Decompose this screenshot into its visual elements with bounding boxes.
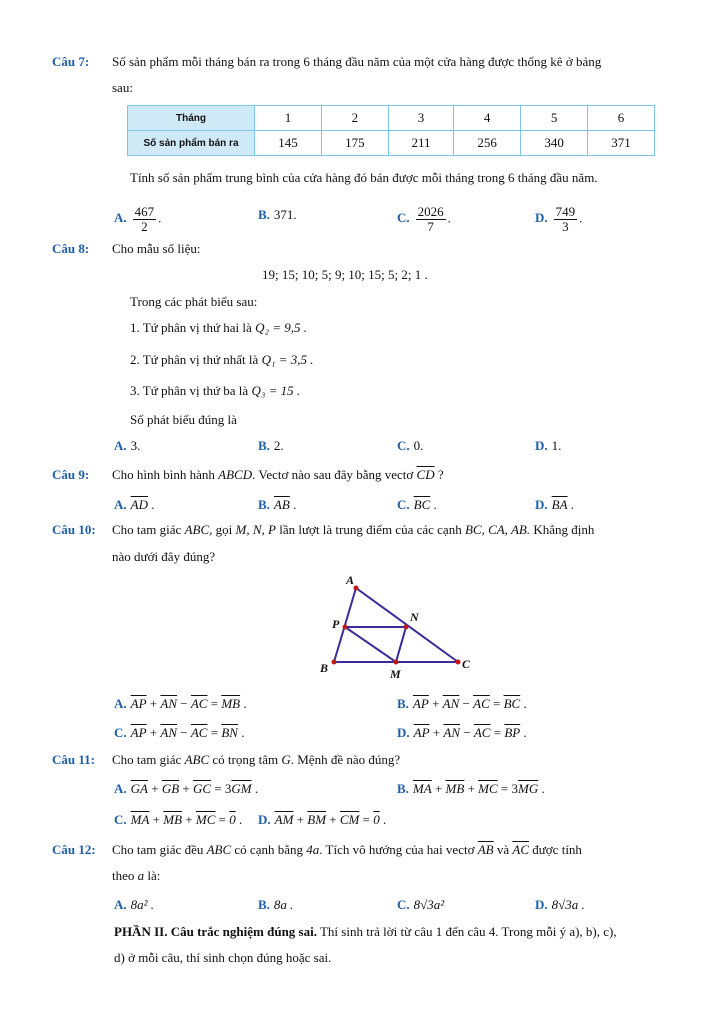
option-text: 0. <box>413 438 424 453</box>
q12-text: Cho tam giác đều <box>112 842 204 857</box>
q8-line1 <box>0 239 725 259</box>
q11-text: . Mệnh đề nào đúng? <box>290 752 401 767</box>
vector: $\overline{AP}$ <box>413 725 430 740</box>
option-letter: D. <box>535 497 548 512</box>
numerator: 749 <box>555 204 576 219</box>
q8-prompt: Số phát biểu đúng là <box>130 412 237 427</box>
vector: $\overline{MB}$ <box>221 696 241 711</box>
part2-text: Thí sinh trả lời từ câu 1 đến câu 4. Trong mỗi ý a), b), c), <box>319 924 617 939</box>
option-letter: D. <box>535 210 548 226</box>
q10-text: Cho tam giác <box>112 522 182 537</box>
q12-option-a[interactable] <box>114 895 154 915</box>
q9-vector: $\overline{CD}$ <box>416 467 435 482</box>
q10-options-row2 <box>0 723 725 743</box>
label-m: M <box>390 667 401 681</box>
option-vector: $\overline{BA}$ <box>551 497 568 512</box>
option-text: 371. <box>273 207 297 222</box>
part2-line1 <box>0 922 725 942</box>
vector: $\overline{BM}$ <box>307 812 327 827</box>
option-letter: D. <box>397 725 410 740</box>
option-vector: $\overline{BC}$ <box>413 497 431 512</box>
triangle-figure <box>310 572 480 682</box>
q10-line1 <box>0 520 725 540</box>
statement-math: Q₃ = 15 . <box>251 383 301 398</box>
q10-text: lần lượt là trung điểm của các cạnh <box>279 522 462 537</box>
table-cell: 2 <box>321 106 388 131</box>
q12-option-d[interactable] <box>535 895 585 915</box>
option-letter: B. <box>397 696 409 711</box>
option-vector: $\overline{AD}$ <box>130 497 148 512</box>
option-text: 3. <box>130 438 141 453</box>
option-letter: A. <box>114 897 127 912</box>
option-letter: B. <box>258 207 270 222</box>
option-letter: C. <box>397 497 410 512</box>
q11-option-b[interactable]: B. $\overline{MA} + \overline{MB} + \overline{MC} = 3\overline{MG}$ . <box>397 781 545 796</box>
q7-option-b[interactable] <box>258 205 297 225</box>
q10-line2 <box>0 547 725 567</box>
vector: 0 <box>373 812 380 827</box>
q7-question-line <box>0 168 725 188</box>
q9-label: Câu 9: <box>52 467 90 482</box>
option-letter: C. <box>114 812 127 827</box>
label-a: A <box>346 573 355 587</box>
table-cell: 6 <box>588 106 655 131</box>
q10-option-b[interactable]: B. $\overline{AP} + \overline{AN} - \overline{AC} = \overline{BC}$ . <box>397 696 527 711</box>
q12-option-b[interactable] <box>258 895 293 915</box>
q11-line1 <box>0 750 725 770</box>
q12-side: 4a <box>306 842 320 857</box>
q8-option-a[interactable] <box>114 436 140 456</box>
coef: 3 <box>224 781 232 796</box>
point-a <box>354 586 359 591</box>
q12-text: được tính <box>532 842 582 857</box>
q11-label: Câu 11: <box>52 752 95 767</box>
option-text: 2. <box>273 438 284 453</box>
table-cell: 256 <box>454 131 521 156</box>
q8-intro-line <box>0 292 725 312</box>
q12-tri: ABC <box>206 842 232 857</box>
statement-math: Q₂ = 9,5 . <box>255 320 307 335</box>
table-cell: 3 <box>388 106 453 131</box>
vector: $\overline{MB}$ <box>445 781 465 796</box>
vector: $\overline{AP}$ <box>412 696 429 711</box>
q8-statement-2 <box>0 350 725 370</box>
q8-text: Cho mẫu số liệu: <box>112 241 201 256</box>
table-cell: 145 <box>255 131 322 156</box>
q10-text2: nào dưới đây đúng? <box>112 549 216 564</box>
vector: $\overline{BP}$ <box>504 725 521 740</box>
q11-g: G <box>281 752 291 767</box>
table-cell: 340 <box>521 131 588 156</box>
q7-text: Số sản phẩm mỗi tháng bán ra trong 6 tháng đầu năm của một cửa hàng được thống kê ở bảng <box>112 54 602 69</box>
vector: $\overline{GM}$ <box>231 781 252 796</box>
table-cell: 211 <box>388 131 453 156</box>
q9-option-d[interactable]: D. $\overline{BA}$ . <box>535 497 575 512</box>
q12-text: và <box>496 842 510 857</box>
q10-option-c[interactable]: C. $\overline{AP} + \overline{AN} - \overline{AC} = \overline{BN}$ . <box>114 725 245 740</box>
option-vector: $\overline{AB}$ <box>273 497 290 512</box>
q11-options-row2 <box>0 810 725 830</box>
q9-line1 <box>0 465 725 485</box>
table-cell: 1 <box>255 106 322 131</box>
vector: $\overline{MB}$ <box>163 812 183 827</box>
q7-line2 <box>0 78 725 98</box>
vector: 0 <box>229 812 236 827</box>
q8-statement-3 <box>0 381 725 401</box>
q10-sides: BC, CA, AB. <box>464 522 531 537</box>
vector: $\overline{GA}$ <box>130 781 148 796</box>
q12-var: a <box>137 868 145 883</box>
midline-pm <box>345 627 396 662</box>
option-letter: B. <box>258 438 270 453</box>
q9-option-a[interactable]: A. $\overline{AD}$ . <box>114 497 155 512</box>
table-header-month: Tháng <box>128 106 255 131</box>
q8-statement-1 <box>0 318 725 338</box>
vector: $\overline{MC}$ <box>195 812 216 827</box>
vector: $\overline{AC}$ <box>473 696 490 711</box>
q12-option-c[interactable] <box>397 895 444 915</box>
vector: $\overline{AP}$ <box>130 725 147 740</box>
q10-text: Khẳng định <box>533 522 595 537</box>
q7-option-a[interactable] <box>114 205 161 234</box>
q10-option-d[interactable]: D. $\overline{AP} + \overline{AN} - \overline{AC} = \overline{BP}$ . <box>397 725 527 740</box>
option-tail: . <box>579 210 583 226</box>
q8-data: 19; 15; 10; 5; 9; 10; 15; 5; 2; 1 . <box>262 267 428 282</box>
part2-line2 <box>0 948 725 968</box>
q9-text2: . Vectơ nào sau đây bằng vectơ <box>252 467 414 482</box>
numerator: 2026 <box>417 204 444 219</box>
q8-label: Câu 8: <box>52 241 90 256</box>
option-letter: A. <box>114 497 127 512</box>
option-letter: B. <box>258 497 270 512</box>
q11-text: có trọng tâm <box>212 752 279 767</box>
option-letter: A. <box>114 696 127 711</box>
option-tail: . <box>447 210 451 226</box>
vector: $\overline{GB}$ <box>161 781 180 796</box>
denominator: 2 <box>141 219 148 234</box>
vector: $\overline{AC}$ <box>190 725 208 740</box>
denominator: 3 <box>562 219 569 234</box>
statement-text: 1. Tứ phân vị thứ hai là <box>130 320 252 335</box>
q9-options <box>0 495 725 515</box>
table-row <box>128 131 655 156</box>
vector: $\overline{MA}$ <box>130 812 150 827</box>
vector: $\overline{BC}$ <box>503 696 521 711</box>
q12-line1 <box>0 840 725 860</box>
vector: $\overline{AN}$ <box>160 696 177 711</box>
option-letter: C. <box>397 210 410 226</box>
option-letter: C. <box>114 725 127 740</box>
part2-title: PHẦN II. Câu trắc nghiệm đúng sai. <box>114 924 317 939</box>
option-letter: D. <box>258 812 271 827</box>
q10-tri: ABC <box>184 522 210 537</box>
midline-nm <box>396 627 406 662</box>
statement-text: 2. Tứ phân vị thứ nhất là <box>130 352 259 367</box>
q12-text: . Tích vô hướng của hai vectơ <box>319 842 475 857</box>
part2-text2: d) ở mỗi câu, thí sinh chọn đúng hoặc sai. <box>114 950 332 965</box>
vector: $\overline{AN}$ <box>160 725 177 740</box>
q8-option-b[interactable] <box>258 436 284 456</box>
q11-options-row1 <box>0 779 725 799</box>
option-letter: A. <box>114 438 127 453</box>
q12-text: là: <box>147 868 161 883</box>
option-tail: . <box>158 210 162 226</box>
q9-tail: ? <box>437 467 444 482</box>
q7-text2: sau: <box>112 80 133 95</box>
label-p: P <box>332 617 340 631</box>
option-letter: C. <box>397 438 410 453</box>
option-letter: C. <box>397 897 410 912</box>
table-row <box>128 106 655 131</box>
label-b: B <box>320 661 329 675</box>
option-letter: D. <box>535 897 548 912</box>
q10-options-row1 <box>0 694 725 714</box>
q12-line2 <box>0 866 725 886</box>
q11-option-d[interactable]: D. $\overline{AM} + \overline{BM} + \overline{CM} = 0$ . <box>258 812 387 827</box>
option-letter: A. <box>114 210 127 226</box>
statement-text: 3. Tứ phân vị thứ ba là <box>130 383 249 398</box>
q8-options <box>0 436 725 456</box>
point-p <box>343 625 348 630</box>
point-c <box>456 660 461 665</box>
vector: $\overline{AC}$ <box>190 696 208 711</box>
q7-question: Tính số sản phẩm trung bình của cửa hàng đó bán được mỗi tháng trong 6 tháng đầu năm. <box>130 170 598 185</box>
vector: $\overline{MC}$ <box>478 781 498 796</box>
q12-options <box>0 895 725 915</box>
option-letter: B. <box>397 781 409 796</box>
q11-tri: ABC <box>184 752 210 767</box>
coef: 3 <box>511 781 519 796</box>
q9-name: ABCD <box>218 467 253 482</box>
option-text: 8√3a² <box>413 897 445 912</box>
q12-label: Câu 12: <box>52 842 96 857</box>
label-c: C <box>462 657 471 671</box>
vector: $\overline{AB}$ <box>477 842 494 857</box>
point-b <box>332 660 337 665</box>
table-cell: 371 <box>588 131 655 156</box>
q10-points: M, N, P <box>235 522 276 537</box>
vector: $\overline{AN}$ <box>442 696 460 711</box>
q9-option-b[interactable]: B. $\overline{AB}$ . <box>258 497 297 512</box>
q7-option-d[interactable] <box>535 205 582 234</box>
vector: $\overline{GC}$ <box>193 781 212 796</box>
option-text: 8a² . <box>130 897 155 912</box>
denominator: 7 <box>427 219 434 234</box>
table-cell: 175 <box>321 131 388 156</box>
option-letter: B. <box>258 897 270 912</box>
q11-option-c[interactable]: C. $\overline{MA} + \overline{MB} + \overline{MC} = 0$ . <box>114 812 243 827</box>
vector: $\overline{AM}$ <box>274 812 294 827</box>
q10-label: Câu 10: <box>52 522 96 537</box>
label-n: N <box>410 610 419 624</box>
q10-option-a[interactable]: A. $\overline{AP} + \overline{AN} - \overline{AC} = \overline{MB}$ . <box>114 696 247 711</box>
fraction <box>133 205 157 234</box>
vector: $\overline{CM}$ <box>339 812 360 827</box>
vector: $\overline{MA}$ <box>412 781 432 796</box>
point-m <box>394 660 399 665</box>
table-cell: 5 <box>521 106 588 131</box>
q7-options <box>0 196 725 234</box>
q8-option-c[interactable] <box>397 436 423 456</box>
q12-text: theo <box>112 868 135 883</box>
vector: $\overline{MG}$ <box>518 781 539 796</box>
q11-text: Cho tam giác <box>112 752 182 767</box>
q8-option-d[interactable] <box>535 436 561 456</box>
q7-label: Câu 7: <box>52 54 90 69</box>
table-cell: 4 <box>454 106 521 131</box>
table-header-sales: Số sản phẩm bán ra <box>128 131 255 156</box>
vector: $\overline{BN}$ <box>221 725 238 740</box>
sales-table <box>127 105 655 156</box>
q9-option-c[interactable]: C. $\overline{BC}$ . <box>397 497 437 512</box>
point-n <box>404 625 409 630</box>
q7-line1 <box>0 52 725 72</box>
q11-option-a[interactable]: A. $\overline{GA} + \overline{GB} + \overline{GC} = 3\overline{GM}$ . <box>114 781 259 796</box>
fraction <box>416 205 446 234</box>
vector: $\overline{AC}$ <box>512 842 530 857</box>
q10-text: , gọi <box>209 522 233 537</box>
fraction <box>554 205 578 234</box>
q12-text: có cạnh bằng <box>234 842 303 857</box>
option-letter: D. <box>535 438 548 453</box>
vector: $\overline{AN}$ <box>443 725 460 740</box>
vector: $\overline{AP}$ <box>130 696 147 711</box>
q8-intro: Trong các phát biểu sau: <box>130 294 258 309</box>
vector: $\overline{AC}$ <box>473 725 491 740</box>
option-text: 1. <box>551 438 562 453</box>
q7-option-c[interactable] <box>397 205 451 234</box>
q8-prompt-line <box>0 410 725 430</box>
q8-data-line <box>0 265 725 285</box>
option-letter: A. <box>114 781 127 796</box>
option-text: 8√3a . <box>551 897 585 912</box>
option-text: 8a . <box>273 897 294 912</box>
numerator: 467 <box>134 204 155 219</box>
statement-math: Q₁ = 3,5 . <box>261 352 314 367</box>
q9-text: Cho hình bình hành <box>112 467 215 482</box>
